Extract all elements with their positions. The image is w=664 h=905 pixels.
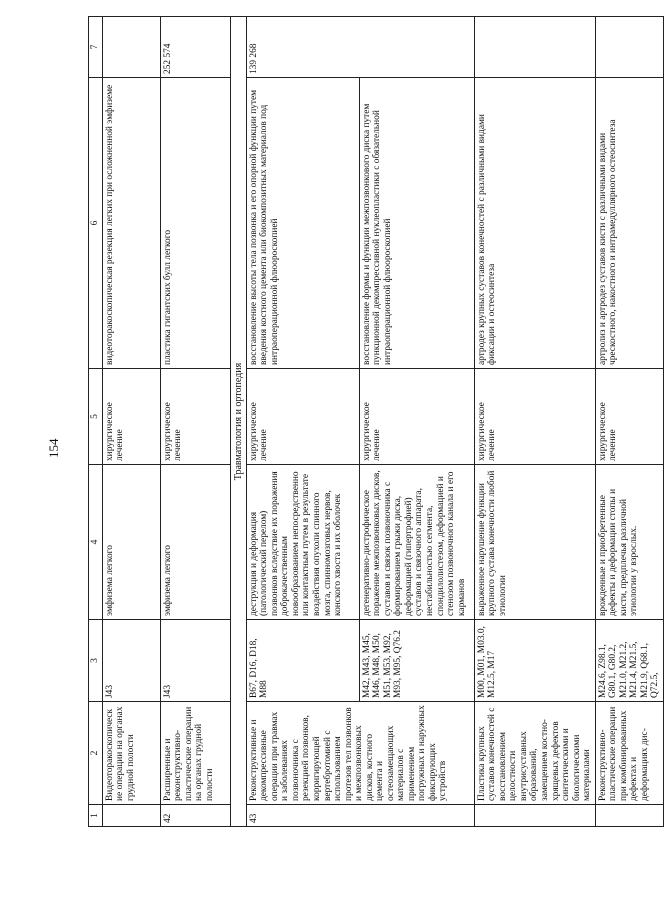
table-row [246,17,359,827]
section-title: Травматология и ортопедия [230,17,246,827]
column-number-row [89,17,103,827]
column-header: 6 [89,78,103,369]
icd-codes: M42, M43, M45, M46, M48, M50, M51, M53, M92, M93, M95, Q76.2 [359,620,474,702]
icd-codes: J43 [160,620,230,702]
treatment-method: видеоторакоскопическая резекция легких при осложненной эмфиземе [102,78,160,369]
table-row [474,17,595,827]
treatment-type: хирургическое лечение [595,369,663,465]
icd-codes: B67, D16, D18, M88 [246,620,359,702]
column-header: 1 [89,805,103,827]
treatment-type: хирургическое лечение [246,369,359,465]
row-number [102,805,160,827]
treatment-method: артролиз и артродез суставов кисти с различными видами чрескостного, накостного и интрамедуллярного остеосинтеза [595,78,663,369]
rotated-table-container [88,17,661,827]
cost-value [595,17,663,78]
patient-model: эмфизема легкого [102,465,160,620]
column-header: 7 [89,17,103,78]
cost-value [102,17,160,78]
table-row [595,17,663,827]
treatment-method: пластика гигантских булл легкого [160,78,230,369]
treatment-method: артродез крупных суставов конечностей с различными видами фиксации и остеосинтеза [474,78,595,369]
table-row [102,17,160,827]
service-name: Реконструктивные и декомпрессивные операции при травмах и заболеваниях позвоночника с резекцией позвонков, корригирующей вертебротомией с использованием протезов тел позвонков и межпозвонковых дисков, костного цемента и остеозамещающих материалов с применением погружных и наружных фиксирующих устройств [246,702,474,805]
cost-value: 252 574 [160,17,230,78]
icd-codes: M24.6, Z98.1, G80.1, G80.2, M21.0, M21.2, M21.4, M21.5, M21.9, Q68.1, Q72.5, [595,620,663,702]
row-number [595,805,663,827]
treatment-type: хирургическое лечение [160,369,230,465]
column-header: 2 [89,702,103,805]
service-name: Расширенные и реконструктивно-пластические операции на органах грудной полости [160,702,230,805]
section-row [230,17,246,827]
treatment-method: восстановление высоты тела позвонка и его опорной функции путем введения костного цемента или биокомпозитных материалов под интраоперационной флюороскопией [246,78,359,369]
service-name: Реконструктивно-пластические операции при комбинированных дефектах и деформациях дис- [595,702,663,805]
service-name: Пластика крупных суставов конечностей с восстановлением целостности внутрисуставных образований, замещением костно-хрящевых дефектов синтетическими и биологическими материалами [474,702,595,805]
column-header: 3 [89,620,103,702]
cost-value [474,17,595,78]
treatment-type: хирургическое лечение [359,369,474,465]
treatment-method: восстановление формы и функции межпозвонкового диска путем пункционной декомпрессивной нуклеопластики с обязательной интраоперационной флюороскопией [359,78,474,369]
row-number: 43 [246,805,474,827]
patient-model: дегенеративно-дистрофическое поражение межпозвонковых дисков, суставов и связок позвоночника с формированием грыжи диска, деформацией (гипертрофией) суставов и связочного аппарата, нестабильностью сегмента, спондилолистезом, деформацией и стенозом позвоночного канала и его карманов [359,465,474,620]
patient-model: эмфизема легкого [160,465,230,620]
icd-codes: M00, M01, M03.0, M12.5, M17 [474,620,595,702]
column-header: 5 [89,369,103,465]
row-number [474,805,595,827]
row-number: 42 [160,805,230,827]
service-name: Видеоторакоскопические операции на органах грудной полости [102,702,160,805]
treatment-type: хирургическое лечение [102,369,160,465]
patient-model: врожденные и приобретенные дефекты и деформации стопы и кисти, предплечья различной этиологии у взрослых. [595,465,663,620]
medical-services-table [88,16,664,827]
column-header: 4 [89,465,103,620]
icd-codes: J43 [102,620,160,702]
table-row [160,17,230,827]
cost-value: 139 268 [246,17,474,78]
patient-model: выраженное нарушение функции крупного сустава конечности любой этиологии [474,465,595,620]
page-number: 154 [46,438,61,458]
treatment-type: хирургическое лечение [474,369,595,465]
patient-model: деструкция и деформация (патологический перелом) позвонков вследствие их поражения доброкачественным новообразованием непосредственно или контактным путем в результате воздействия опухоли спинного мозга, спинномозговых нервов, конского хвоста и их оболочек [246,465,359,620]
